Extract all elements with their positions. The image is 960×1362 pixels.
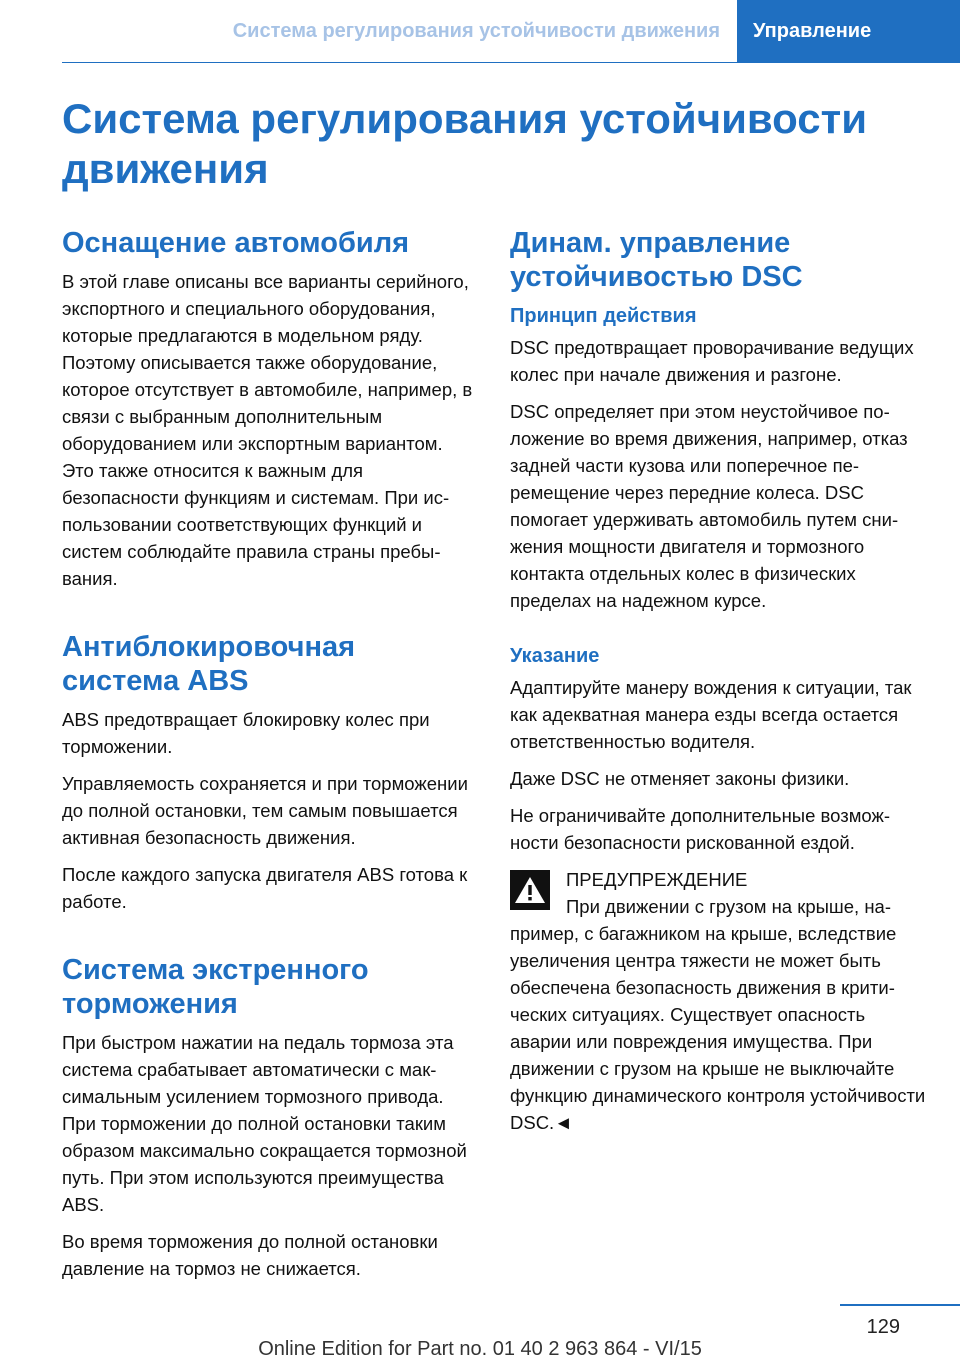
right-column: [510, 226, 930, 1136]
warning-title-line: [510, 866, 930, 893]
warning-text: При движении с грузом на крыше, например, с багажником на крыше, вследствие увеличения центра тяжести не может быть обеспечена безопасность движения в критических ситуациях. Существует опасность аварии или повреждения имущества. При движении с грузом на крыше не выключайте функцию динамического контроля устойчивости DSC.◄: [510, 896, 926, 1133]
abs-paragraph: ABS предотвращает блокировку колес при торможении.: [62, 709, 430, 757]
warning-title: ПРЕДУПРЕЖДЕНИЕ: [566, 869, 748, 890]
equipment-heading: Оснащение автомобиля: [62, 227, 410, 259]
warning-body-line: [510, 893, 930, 1136]
warning-triangle-icon: [510, 870, 550, 910]
footer-divider: [840, 1304, 960, 1306]
header-divider: [62, 62, 960, 63]
dsc-heading: Динам. управление устойчивостью DSC: [510, 227, 803, 293]
emergency-paragraph: Во время торможения до полной остановки давление на тормоз не снижается.: [62, 1231, 438, 1279]
page-title: Система регулирования устойчивости движения: [62, 95, 868, 192]
emergency-braking-heading: Система экстренного торможения: [62, 954, 369, 1020]
equipment-text: В этой главе описаны все варианты серийного, экспортного и специального оборудования, которые предлагаются в модельном ряду. Поэтому описывается также оборудование, которое отсутствует в автомобиле, например, в связи с выбранным дополнительным оборудованием или экспортным вариантом. Это также относится к важным для безопасности функциям и системам. При использовании соответствующих функций и систем соблюдайте правила страны пребывания.: [62, 271, 473, 589]
edition-footer: Online Edition for Part no. 01 40 2 963 864 - VI/15: [258, 1338, 702, 1360]
abs-paragraph: После каждого запуска двигателя ABS готова к работе.: [62, 864, 468, 912]
note-paragraph: Не ограничивайте дополнительные возможности безопасности рискованной ездой.: [510, 805, 891, 853]
abs-paragraph: Управляемость сохраняется и при торможении до полной остановки, тем самым повышается активная безопасность движения.: [62, 773, 468, 848]
abs-heading: Антиблокировочная система ABS: [62, 631, 356, 697]
running-header-section: Система регулирования устойчивости движения: [232, 19, 720, 42]
chapter-tab: Управление: [737, 0, 960, 62]
principle-heading: Принцип действия: [510, 305, 697, 327]
page-number: 129: [866, 1316, 900, 1338]
emergency-paragraph: При быстром нажатии на педаль тормоза эта система срабатывает автоматически с максимальным усилением тормозного привода. При торможении до полной остановки таким образом максимально сокращается тормозной путь. При этом используются преимущества ABS.: [62, 1032, 467, 1215]
principle-paragraph: DSC предотвращает проворачивание ведущих колес при начале движения и разгоне.: [510, 337, 914, 385]
warning-box: [510, 866, 930, 1136]
note-paragraph: Адаптируйте манеру вождения к ситуации, так как адекватная манера езды всегда остается ответственностью водителя.: [510, 677, 912, 752]
left-column: [62, 226, 478, 1292]
note-heading: Указание: [510, 645, 600, 667]
note-paragraph: Даже DSC не отменяет законы физики.: [510, 768, 850, 789]
principle-paragraph: DSC определяет при этом неустойчивое положение во время движения, например, отказ задней части кузова или поперечное перемещение через передние колеса. DSC помогает удерживать автомобиль путем снижения мощности двигателя и тормозного контакта отдельных колес в физических пределах на надежном курсе.: [510, 401, 908, 611]
